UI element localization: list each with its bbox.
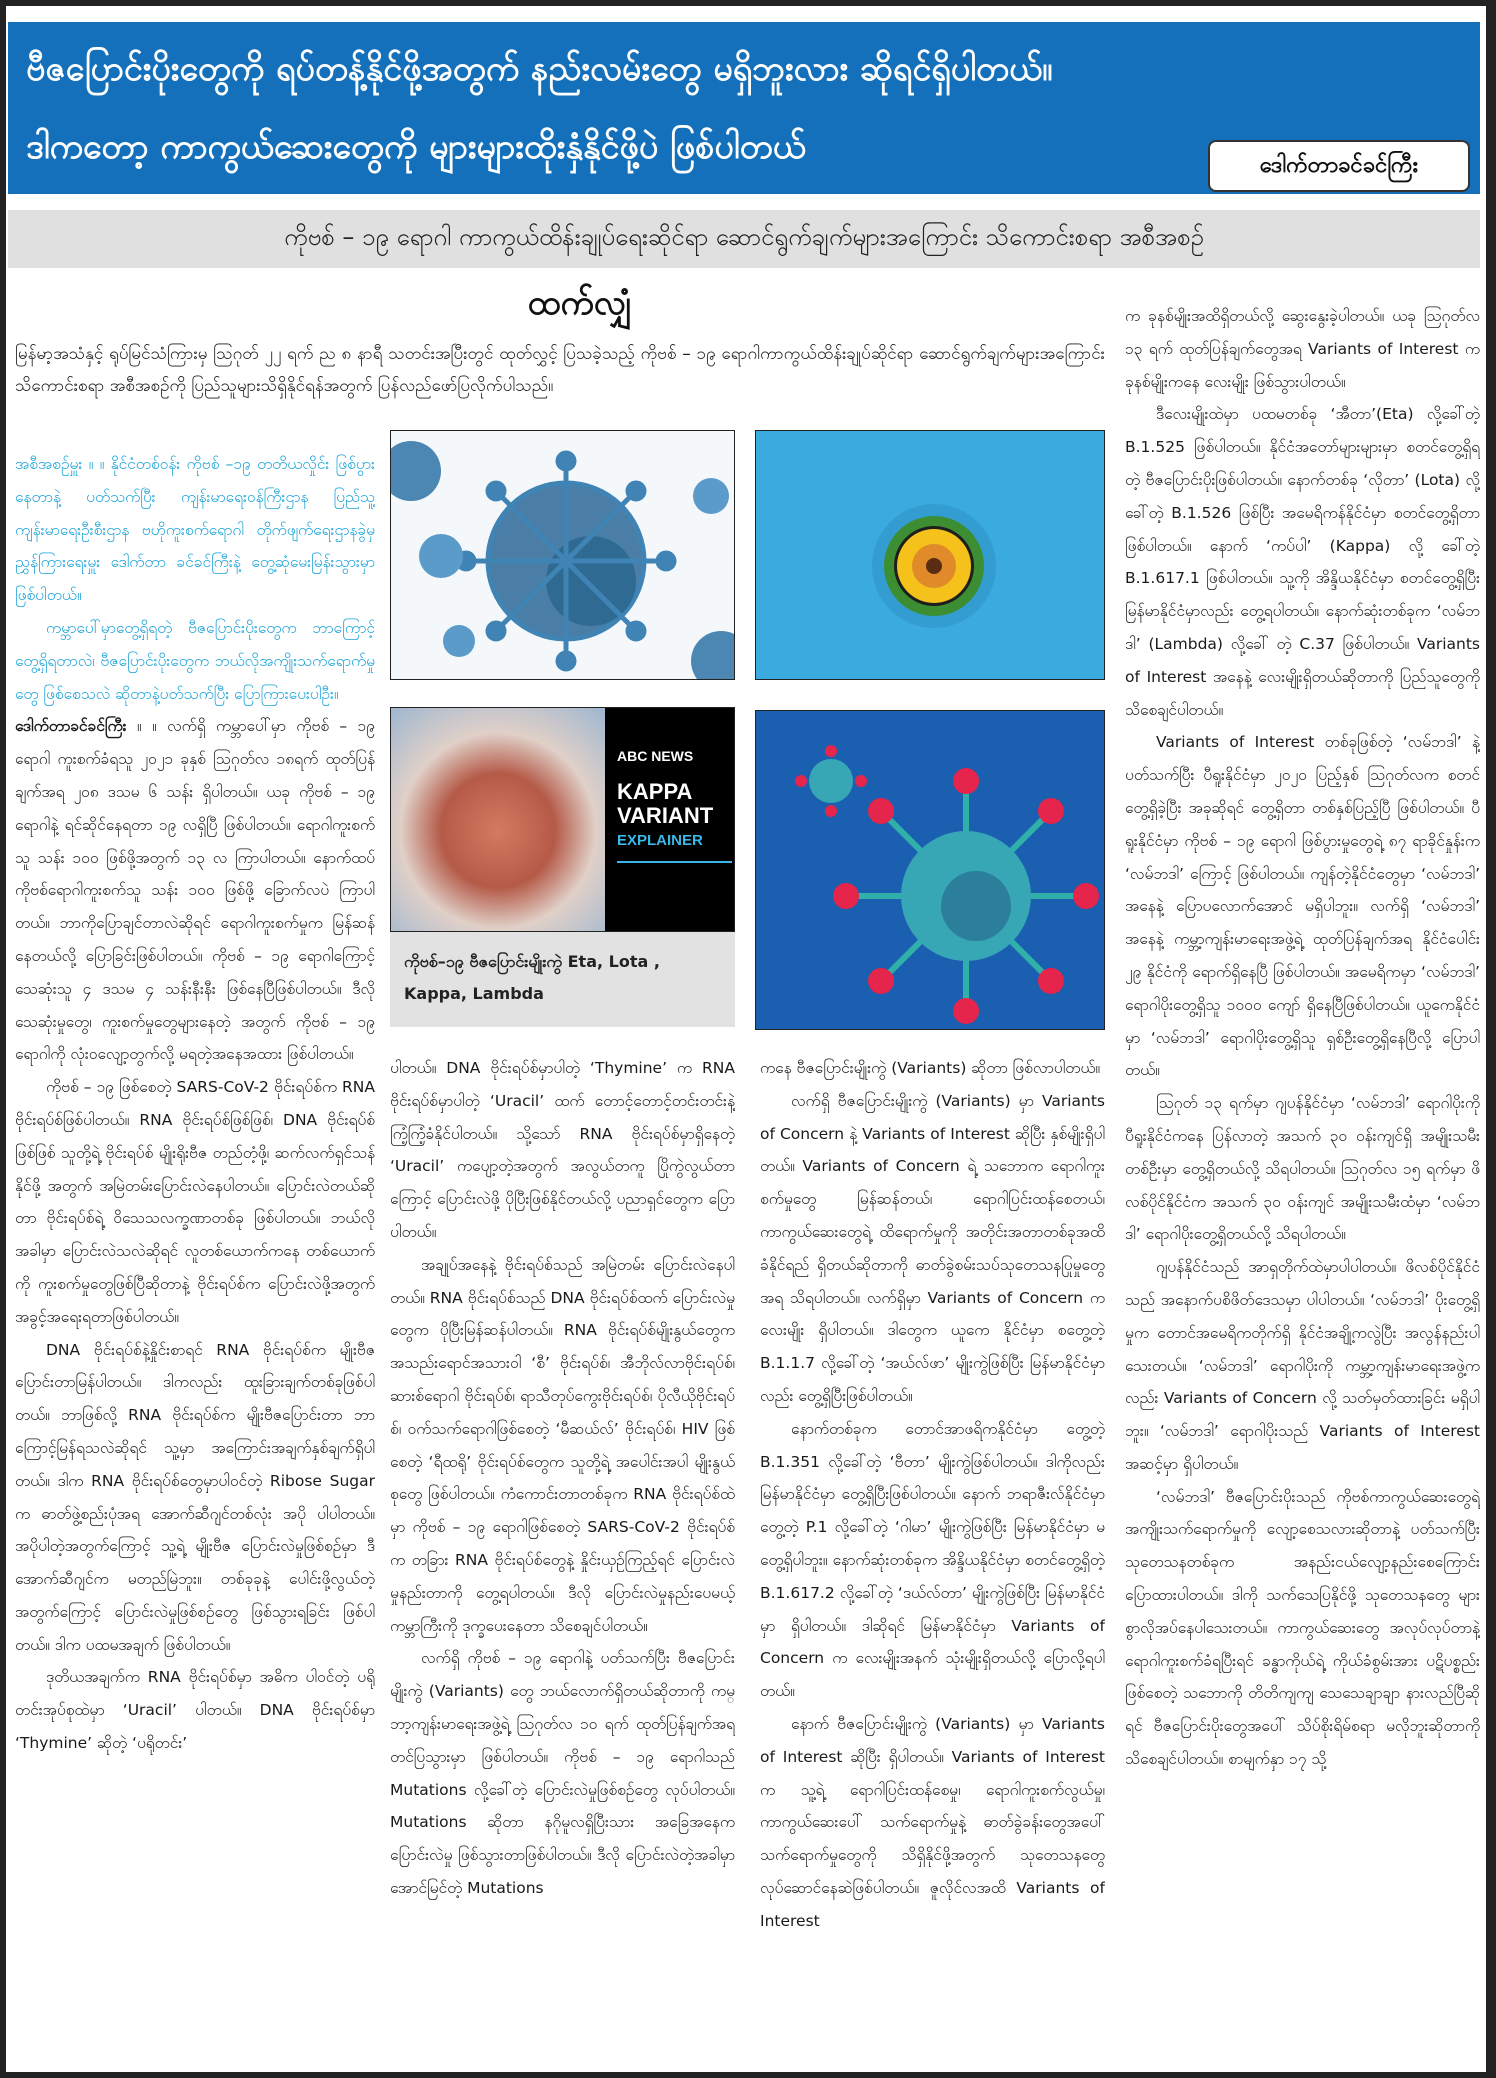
paragraph: ကနေ ဗီဇပြောင်းမျိုးကွဲ (Variants) ဆိုတာ ဖြစ်လာပါတယ်။ [760, 1059, 1101, 1077]
kappa-title-panel [605, 708, 735, 931]
column-middle-1 [390, 1052, 735, 2060]
kappa-virus-photo [391, 708, 605, 931]
answer-paragraph [15, 710, 375, 1071]
paragraph: ဒုတိယအချက်က RNA ဗိုင်းရပ်စ်မှာ အဓိက ပါဝင်တဲ့ ပရိုတင်းအုပ်စုထဲမှာ ‘Uracil’ ပါတယ်။ DNA ဗိုင်းရပ်စ်မှာ ‘Thymine’ ဆိုတဲ့ ‘ပရိုတင်း’ [15, 1668, 375, 1753]
answer-text: ။ ။ လက်ရှိ ကမ္ဘာပေါ်မှာ ကိုဗစ် – ၁၉ ရောဂါ ကူးစက်ခံရသူ ၂၀၂၁ ခုနှစ် ဩဂုတ်လ ၁၈ရက် ထုတ်ပြန်ချက်အရ ၂၀၈ ဒသမ ၆ သန်း ရှိပါတယ်။ ယခု ကိုဗစ် – ၁၉ ရောဂါနဲ့ ရင်ဆိုင်နေရတာ ၁၉ လရှိပြီ ဖြစ်ပါတယ်။ ရောဂါကူးစက်သူ သန်း ၁၀၀ ဖြစ်ဖို့အတွက် ၁၃ လ ကြာပါတယ်။ နောက်ထပ် ကိုဗစ်ရောဂါကူးစက်သူ သန်း ၁၀၀ ဖြစ်ဖို့ ခြောက်လပဲ ကြာပါတယ်။ ဘာကိုပြောချင်တာလဲဆိုရင် ရောဂါကူးစက်မှုက မြန်ဆန်နေတယ်လို့ ပြောခြင်းဖြစ်ပါတယ်။ ကိုဗစ် – ၁၉ ရောဂါကြောင့် သေဆုံးသူ ၄ ဒသမ ၄ သန်းနီးနီး ဖြစ်နေပြီဖြစ်ပါတယ်။ ဒီလို သေဆုံးမှုတွေ၊ ကူးစက်မှုတွေများနေတဲ့ အတွက် ကိုဗစ် – ၁၉ ရောဂါကို လုံးဝလျော့တွက်လို့ မရတဲ့အနေအထား ဖြစ်ပါတယ်။ [15, 717, 375, 1064]
kappa-title [617, 780, 713, 828]
byline-badge: ဒေါက်တာခင်ခင်ကြီး [1208, 140, 1470, 192]
program-subheader: ကိုဗစ် – ၁၉ ရောဂါ ကာကွယ်ထိန်းချုပ်ရေးဆိုင်ရာ ဆောင်ရွက်ချက်များအကြောင်း သိကောင်းစရာ အစီအစဉ် [8, 210, 1480, 268]
paragraph: ဂျပန်နိုင်ငံသည် အာရှတိုက်ထဲမှာပါပါတယ်။ ဖိလစ်ပိုင်နိုင်ငံသည် အနောက်ပစိဖိတ်ဒေသမှာ ပါပါတယ်။ ‘လမ်ဘဒါ’ ပိုးတွေ့ရှိမှုက တောင်အမေရိကတိုက်ရှိ နိုင်ငံအချို့ကလွဲပြီး အလွန်နည်းပါသေးတယ်။ ‘လမ်ဘဒါ’ ရောဂါပိုးကို ကမ္ဘာ့ကျန်းမာရေးအဖွဲ့ကလည်း Variants of Concern လို့ သတ်မှတ်ထားခြင်း မရှိပါဘူး။ ‘လမ်ဘဒါ’ ရောဂါပိုးသည် Variants of Interest အဆင့်မှာ ရှိပါတယ်။ [1125, 1258, 1480, 1473]
paragraph: နောက် ဗီဇပြောင်းမျိုးကွဲ (Variants) မှာ Variants of Interest ဆိုပြီး ရှိပါတယ်။ Variants of Interest က သူ့ရဲ့ ရောဂါပြင်းထန်စေမှု၊ ရောဂါကူးစက်လွယ်မှု၊ ကာကွယ်ဆေးပေါ် သက်ရောက်မှုနဲ့ ဓာတ်ခွဲခန်းတွေအပေါ် သက်ရောက်မှုတွေကို သိရှိနိုင်ဖို့အတွက် သုတေသနတွေ လုပ်ဆောင်နေဆဲဖြစ်ပါတယ်။ ဇူလိုင်လအထိ Variants of Interest [760, 1714, 1105, 1930]
paragraph: ဒီလေးမျိုးထဲမှာ ပထမတစ်ခု ‘အီတာ’(Eta) လို့ခေါ်တဲ့ B.1.525 ဖြစ်ပါတယ်။ နိုင်ငံအတော်များများမှာ စတင်တွေ့ရှိရတဲ့ ဗီဇပြောင်းပိုးဖြစ်ပါတယ်။ နောက်တစ်ခု ‘လိုတာ’ (Lota) လို့ခေါ်တဲ့ B.1.526 ဖြစ်ပြီး အမေရိကန်နိုင်ငံမှာ စတင်တွေ့ရှိတာ ဖြစ်ပါတယ်။ နောက် ‘ကပ်ပါ’ (Kappa) လို့ ခေါ်တဲ့ B.1.617.1 ဖြစ်ပါတယ်။ သူ့ကို အိန္ဒိယနိုင်ငံမှာ စတင်တွေ့ရှိပြီး မြန်မာနိုင်ငံမှာလည်း တွေ့ရပါတယ်။ နောက်ဆုံးတစ်ခုက ‘လမ်ဘဒါ’ (Lambda) လို့ခေါ် တဲ့ C.37 ဖြစ်ပါတယ်။ Variants of Interest အနေနဲ့ လေးမျိုးရှိတယ်ဆိုတာကို ပြည်သူတွေကို သိစေချင်ပါတယ်။ [1125, 405, 1480, 719]
virus-image-red-spikes [755, 710, 1105, 1030]
kappa-title-line-2: VARIANT [617, 803, 714, 828]
lede-paragraph: မြန်မာ့အသံနှင့် ရုပ်မြင်သံကြားမှ ဩဂုတ် ၂၂ ရက် ည ၈ နာရီ သတင်းအပြီးတွင် ထုတ်လွှင့် ပြသခဲ့သည့် ကိုဗစ် – ၁၉ ရောဂါကာကွယ်ထိန်းချုပ်ဆိုင်ရာ ဆောင်ရွက်ချက်များအကြောင်း သိကောင်းစရာ အစီအစဉ်ကို ပြည်သူများသိရှိနိုင်ရန်အတွက် ပြန်လည်ဖော်ပြလိုက်ပါသည်။ [15, 344, 1105, 396]
paragraph: ပါတယ်။ DNA ဗိုင်းရပ်စ်မှာပါတဲ့ ‘Thymine’ က RNA ဗိုင်းရပ်စ်မှာပါတဲ့ ‘Uracil’ ထက် တောင့်တောင့်တင်းတင်းနဲ့ ကြံ့ကြံ့ခံနိုင်ပါတယ်။ သို့သော် RNA ဗိုင်းရပ်စ်မှာရှိနေတဲ့ ‘Uracil’ ကပျော့တဲ့အတွက် အလွယ်တကူ ပြိုကွဲလွယ်တာကြောင့် ပြောင်းလဲဖို့ ပိုပြီးဖြစ်နိုင်တယ်လို့ ပညာရှင်တွေက ပြောပါတယ်။ [390, 1059, 735, 1241]
paragraph: ‘လမ်ဘဒါ’ ဗီဇပြောင်းပိုးသည် ကိုဗစ်ကာကွယ်ဆေးတွေရဲ့ အကျိုးသက်ရောက်မှုကို လျော့စေသလားဆိုတာနဲ့ ပတ်သက်ပြီး သုတေသနတစ်ခုက အနည်းငယ်လျော့နည်းစေကြောင်း ပြောထားပါတယ်။ ဒါကို သက်သေပြနိုင်ဖို့ သုတေသနတွေ များစွာလိုအပ်နေပါသေးတယ်။ ကာကွယ်ဆေးတွေ အလုပ်လုပ်တာနဲ့ ရောဂါကူးစက်ခံရပြီးရင် ခန္ဓာကိုယ်ရဲ့ ကိုယ်ခံစွမ်းအား ပဋိပစ္စည်းဖြစ်စေတဲ့ သဘောကို တိတိကျကျ သေသေချာချာ နားလည်ပြီဆိုရင် ဗီဇပြောင်းပိုးတွေအပေါ် သိပ်စိုးရိမ်စရာ မလိုဘူးဆိုတာကို သိစေချင်ပါတယ်။ စာမျက်နှာ ၁၇ သို့ [1125, 1487, 1480, 1769]
paragraph: နောက်တစ်ခုက တောင်အာဖရိကနိုင်ငံမှာ တွေ့တဲ့ B.1.351 လို့ခေါ်တဲ့ ‘ဗီတာ’ မျိုးကွဲဖြစ်ပါတယ်။ ဒါကိုလည်း မြန်မာနိုင်ငံမှာ တွေ့ရှိပြီးဖြစ်ပါတယ်။ နောက် ဘရာဇီးလ်နိုင်ငံမှာတွေ့တဲ့ P.1 လို့ခေါ်တဲ့ ‘ဂါမာ’ မျိုးကွဲဖြစ်ပြီး မြန်မာနိုင်ငံမှာ မတွေ့ရှိပါဘူး။ နောက်ဆုံးတစ်ခုက အိန္ဒိယနိုင်ငံမှာ စတင်တွေ့ရှိတဲ့ B.1.617.2 လို့ခေါ်တဲ့ ‘ဒယ်လ်တာ’ မျိုးကွဲဖြစ်ပြီး မြန်မာနိုင်ငံမှာ ရှိပါတယ်။ ဒါဆိုရင် မြန်မာနိုင်ငံမှာ Variants of Concern က လေးမျိုးအနက် သုံးမျိုးရှိတယ်လို့ ပြောလို့ရပါတယ်။ [760, 1419, 1105, 1701]
paragraph: ကိုဗစ် – ၁၉ ဖြစ်စေတဲ့ SARS-CoV-2 ဗိုင်းရပ်စ်က RNA ဗိုင်းရပ်စ်ဖြစ်ပါတယ်။ RNA ဗိုင်းရပ်စ်ဖြစ်ဖြစ်၊ DNA ဗိုင်းရပ်စ်ဖြစ်ဖြစ် သူတို့ရဲ့ ဗိုင်းရပ်စ် မျိုးရိုးဗီဇ တည်တံ့ဖို့၊ ဆက်လက်ရှင်သန်နိုင်ဖို့ အတွက် အမြဲတမ်းပြောင်းလဲနေပါတယ်။ ပြောင်းလဲတယ်ဆိုတာ ဗိုင်းရပ်စ်ရဲ့ ဝိသေသလက္ခဏာတစ်ခု ဖြစ်ပါတယ်။ ဘယ်လိုအခါမှာ ပြောင်းလဲသလဲဆိုရင် လူတစ်ယောက်ကနေ တစ်ယောက်ကို ကူးစက်မှုတွေဖြစ်ပြီဆိုတာနဲ့ ဗိုင်းရပ်စ်က ပြောင်းလဲဖို့အတွက် အခွင့်အရေးရတာဖြစ်ပါတယ်။ [15, 1078, 375, 1326]
kappa-subtitle: EXPLAINER [617, 832, 703, 849]
kappa-underline [617, 861, 732, 863]
virus-micrograph [756, 431, 1105, 680]
kappa-variant-image [390, 707, 735, 932]
paragraph: လက်ရှိ ကိုဗစ် – ၁၉ ရောဂါနဲ့ ပတ်သက်ပြီး ဗီဇပြောင်းမျိုးကွဲ (Variants) တွေ ဘယ်လောက်ရှိတယ်ဆိုတာကို ကမ္ဘာ့ကျန်းမာရေးအဖွဲ့ရဲ့ ဩဂုတ်လ ၁၀ ရက် ထုတ်ပြန်ချက်အရ တင်ပြသွားမှာ ဖြစ်ပါတယ်။ ကိုဗစ် – ၁၉ ရောဂါသည် Mutations လို့ခေါ်တဲ့ ပြောင်းလဲမှုဖြစ်စဉ်တွေ လုပ်ပါတယ်။ Mutations ဆိုတာ နဂိုမူလရှိပြီးသား အခြေအနေက ပြောင်းလဲမှု ဖြစ်သွားတာဖြစ်ပါတယ်။ ဒီလို ပြောင်းလဲတဲ့အခါမှာ အောင်မြင်တဲ့ Mutations [390, 1649, 735, 1897]
kappa-title-line-1: KAPPA [617, 779, 693, 804]
virus-spike-illustration [756, 711, 1105, 1030]
paragraph: DNA ဗိုင်းရပ်စ်နဲ့နှိုင်းစာရင် RNA ဗိုင်းရပ်စ်က မျိုးဗီဇပြောင်းတာမြန်ပါတယ်။ ဒါကလည်း ထူးခြားချက်တစ်ခုဖြစ်ပါတယ်။ ဘာဖြစ်လို့ RNA ဗိုင်းရပ်စ်က မျိုးဗီဇပြောင်းတာ ဘာကြောင့်မြန်ရသလဲဆိုရင် သူ့မှာ အကြောင်းအချက်နှစ်ချက်ရှိပါတယ်။ ဒါက RNA ဗိုင်းရပ်စ်တွေမှာပါဝင်တဲ့ Ribose Sugar က ဓာတ်ဖွဲ့စည်းပုံအရ အောက်ဆီဂျင်တစ်လုံး အပို ပါပါတယ်။ အပိုပါတဲ့အတွက်ကြောင့် သူ့ရဲ့ မျိုးဗီဇ ပြောင်းလဲမှုဖြစ်စဉ်မှာ ဒီအောက်ဆီဂျင်က မတည်မြဲဘူး။ တစ်ခုခုနဲ့ ပေါင်းဖို့လွယ်တဲ့အတွက်ကြောင့် ပြောင်းလဲမှုဖြစ်စဉ်တွေ ဖြစ်သွားရခြင်း ဖြစ်ပါတယ်။ ဒါက ပထမအချက် ဖြစ်ပါတယ်။ [15, 1340, 375, 1654]
intro-lead: အစီအစဉ်မှူး ။ ။ နိုင်ငံတစ်ဝန်း ကိုဗစ် –၁၉ တတိယလှိုင်း ဖြစ်ပွားနေတာနဲ့ ပတ်သက်ပြီး ကျန်းမာရေးဝန်ကြီးဌာန ပြည်သူ့ကျန်းမာရေးဦးစီးဌာန ဗဟိုကူးစက်ရောဂါ တိုက်ဖျက်ရေးဌာနခွဲမှ ညွှန်ကြားရေးမှူး ဒေါက်တာ ခင်ခင်ကြီးနဲ့ တွေ့ဆုံမေးမြန်းသွားမှာ ဖြစ်ပါတယ်။ [15, 455, 375, 605]
column-right [1125, 300, 1480, 2060]
intro-question: ကမ္ဘာပေါ်မှာတွေ့ရှိရတဲ့ ဗီဇပြောင်းပိုးတွေက ဘာကြောင့်တွေ့ရှိရတာလဲ၊ ဗီဇပြောင်းပိုးတွေက ဘယ်လိုအကျိုးသက်ရောက်မှုတွေ ဖြစ်စေသလဲ ဆိုတာနဲ့ပတ်သက်ပြီး ပြောကြားပေးပါဦး။ [15, 618, 375, 703]
paragraph: အချုပ်အနေနဲ့ ဗိုင်းရပ်စ်သည် အမြဲတမ်း ပြောင်းလဲနေပါတယ်။ RNA ဗိုင်းရပ်စ်သည် DNA ဗိုင်းရပ်စ်ထက် ပြောင်းလဲမှုတွေက ပိုပြီးမြန်ဆန်ပါတယ်။ RNA ဗိုင်းရပ်စ်မျိုးနွယ်တွေက အသည်းရောင်အသားဝါ ‘စီ’ ဗိုင်းရပ်စ်၊ အီဘိုလ်လာဗိုင်းရပ်စ်၊ ဆားစ်ရောဂါ ဗိုင်းရပ်စ်၊ ရာသီတုပ်ကွေးဗိုင်းရပ်စ်၊ ပိုလီယိုဗိုင်းရပ်စ်၊ ဝက်သက်ရောဂါဖြစ်စေတဲ့ ‘မီဆယ်လ်’ ဗိုင်းရပ်စ်၊ HIV ဖြစ်စေတဲ့ ‘ရီထရို’ ဗိုင်းရပ်စ်တွေက သူတို့ရဲ့ အပေါင်းအပါ မျိုးနွယ်စုတွေ ဖြစ်ပါတယ်။ ကံကောင်းတာတစ်ခုက RNA ဗိုင်းရပ်စ်ထဲမှာ ကိုဗစ် – ၁၉ ရောဂါဖြစ်စေတဲ့ SARS-CoV-2 ဗိုင်းရပ်စ်က တခြား RNA ဗိုင်းရပ်စ်တွေနဲ့ နှိုင်းယှဉ်ကြည့်ရင် ပြောင်းလဲမှုနည်းတာကို တွေ့ရပါတယ်။ ဒီလို ပြောင်းလဲမှုနည်းပေမယ့် ကမ္ဘာကြီးကို ဒုက္ခပေးနေတာ သိစေချင်ပါတယ်။ [390, 1255, 735, 1635]
virus-image-blue [390, 430, 735, 680]
image-caption: ကိုဗစ်–၁၉ ဗီဇပြောင်းမျိုးကွဲ Eta, Lota , Kappa, Lambda [390, 932, 735, 1027]
headline-line-1: ဗီဇပြောင်းပိုးတွေကို ရပ်တန့်နိုင်ဖို့အတွက် နည်းလမ်းတွေ မရှိဘူးလား ဆိုရင်ရှိပါတယ်။ [26, 49, 1053, 89]
paragraph: က ခုနစ်မျိုးအထိရှိတယ်လို့ ဆွေးနွေးခဲ့ပါတယ်။ ယခု ဩဂုတ်လ ၁၃ ရက် ထုတ်ပြန်ချက်တွေအရ Variants of Interest က ခုနစ်မျိုးကနေ လေးမျိုး ဖြစ်သွားပါတယ်။ [1125, 307, 1480, 391]
abc-news-logo: ABC NEWS [617, 748, 694, 764]
headline-banner [8, 22, 1480, 194]
column-left [15, 448, 375, 2060]
column-middle-2 [760, 1052, 1105, 2060]
virus-illustration [391, 431, 735, 680]
paragraph: လက်ရှိ ဗီဇပြောင်းမျိုးကွဲ (Variants) မှာ Variants of Concern နဲ့ Variants of Interest ဆိုပြီး နှစ်မျိုးရှိပါတယ်။ Variants of Concern ရဲ့ သဘောက ရောဂါကူးစက်မှုတွေ မြန်ဆန်တယ်၊ ရောဂါပြင်းထန်စေတယ်၊ ကာကွယ်ဆေးတွေရဲ့ ထိရောက်မှုကို အတိုင်းအတာတစ်ခုအထိ ခံနိုင်ရည် ရှိတယ်ဆိုတာကို ဓာတ်ခွဲစမ်းသပ်သုတေသနပြုမှုတွေအရ သိရပါတယ်။ လက်ရှိမှာ Variants of Concern က လေးမျိုး ရှိပါတယ်။ ဒါတွေက ယူကေ နိုင်ငံမှာ စတွေ့တဲ့ B.1.1.7 လို့ခေါ်တဲ့ ‘အယ်လ်ဖာ’ မျိုးကွဲဖြစ်ပြီး မြန်မာနိုင်ငံမှာလည်း တွေ့ရှိပြီးဖြစ်ပါတယ်။ [760, 1091, 1105, 1405]
paragraph: Variants of Interest တစ်ခုဖြစ်တဲ့ ‘လမ်ဘဒါ’ နဲ့ပတ်သက်ပြီး ပီရူးနိုင်ငံမှာ ၂၀၂၀ ပြည့်နှစ် ဩဂုတ်လက စတင်တွေ့ရှိခဲ့ပြီး အခုဆိုရင် တွေ့ရှိတာ တစ်နှစ်ပြည့်ပြီ ဖြစ်ပါတယ်။ ပီရူးနိုင်ငံမှာ ကိုဗစ် – ၁၉ ရောဂါ ဖြစ်ပွားမှုတွေရဲ့ ၈၇ ရာခိုင်နှုန်းက ‘လမ်ဘဒါ’ ကြောင့် ဖြစ်ပါတယ်။ ကျန်တဲ့နိုင်ငံတွေမှာ ‘လမ်ဘဒါ’ အနေနဲ့ ပြောပလောက်အောင် မရှိပါဘူး။ လက်ရှိ ‘လမ်ဘဒါ’ အနေနဲ့ ကမ္ဘာ့ကျန်းမာရေးအဖွဲ့ရဲ့ ထုတ်ပြန်ချက်အရ နိုင်ငံပေါင်း ၂၉ နိုင်ငံကို ရောက်ရှိနေပြီ ဖြစ်ပါတယ်။ အမေရိကမှာ ‘လမ်ဘဒါ’ ရောဂါပိုးတွေ့ရှိသူ ၁၀၀၀ ကျော် ရှိနေပြီဖြစ်ပါတယ်။ ယူကေနိုင်ငံမှာ ‘လမ်ဘဒါ’ ရောဂါပိုးတွေ့ရှိသူ ရှစ်ဦးတွေ့ရှိနေပြီလို့ ပြောပါတယ်။ [1125, 733, 1480, 1080]
section-title: ထက်လျှံ [527, 283, 633, 323]
headline-line-2: ဒါကတော့ ကာကွယ်ဆေးတွေကို များများထိုးနှံနိုင်ဖို့ပဲ ဖြစ်ပါတယ် [26, 127, 806, 167]
answer-speaker: ဒေါက်တာခင်ခင်ကြီး [15, 717, 127, 736]
virus-image-micrograph [755, 430, 1105, 680]
paragraph: ဩဂုတ် ၁၃ ရက်မှာ ဂျပန်နိုင်ငံမှာ ‘လမ်ဘဒါ’ ရောဂါပိုးကို ပီရူးနိုင်ငံကနေ ပြန်လာတဲ့ အသက် ၃၀ ဝန်းကျင်ရှိ အမျိုးသမီးတစ်ဦးမှာ တွေ့ရှိတယ်လို့ သိရပါတယ်။ ဩဂုတ်လ ၁၅ ရက်မှာ ဖိလစ်ပိုင်နိုင်ငံက အသက် ၃၀ ဝန်းကျင် အမျိုးသမီးထံမှာ ‘လမ်ဘဒါ’ ရောဂါပိုးတွေ့ရှိတယ်လို့ သိရပါတယ်။ [1125, 1094, 1480, 1244]
